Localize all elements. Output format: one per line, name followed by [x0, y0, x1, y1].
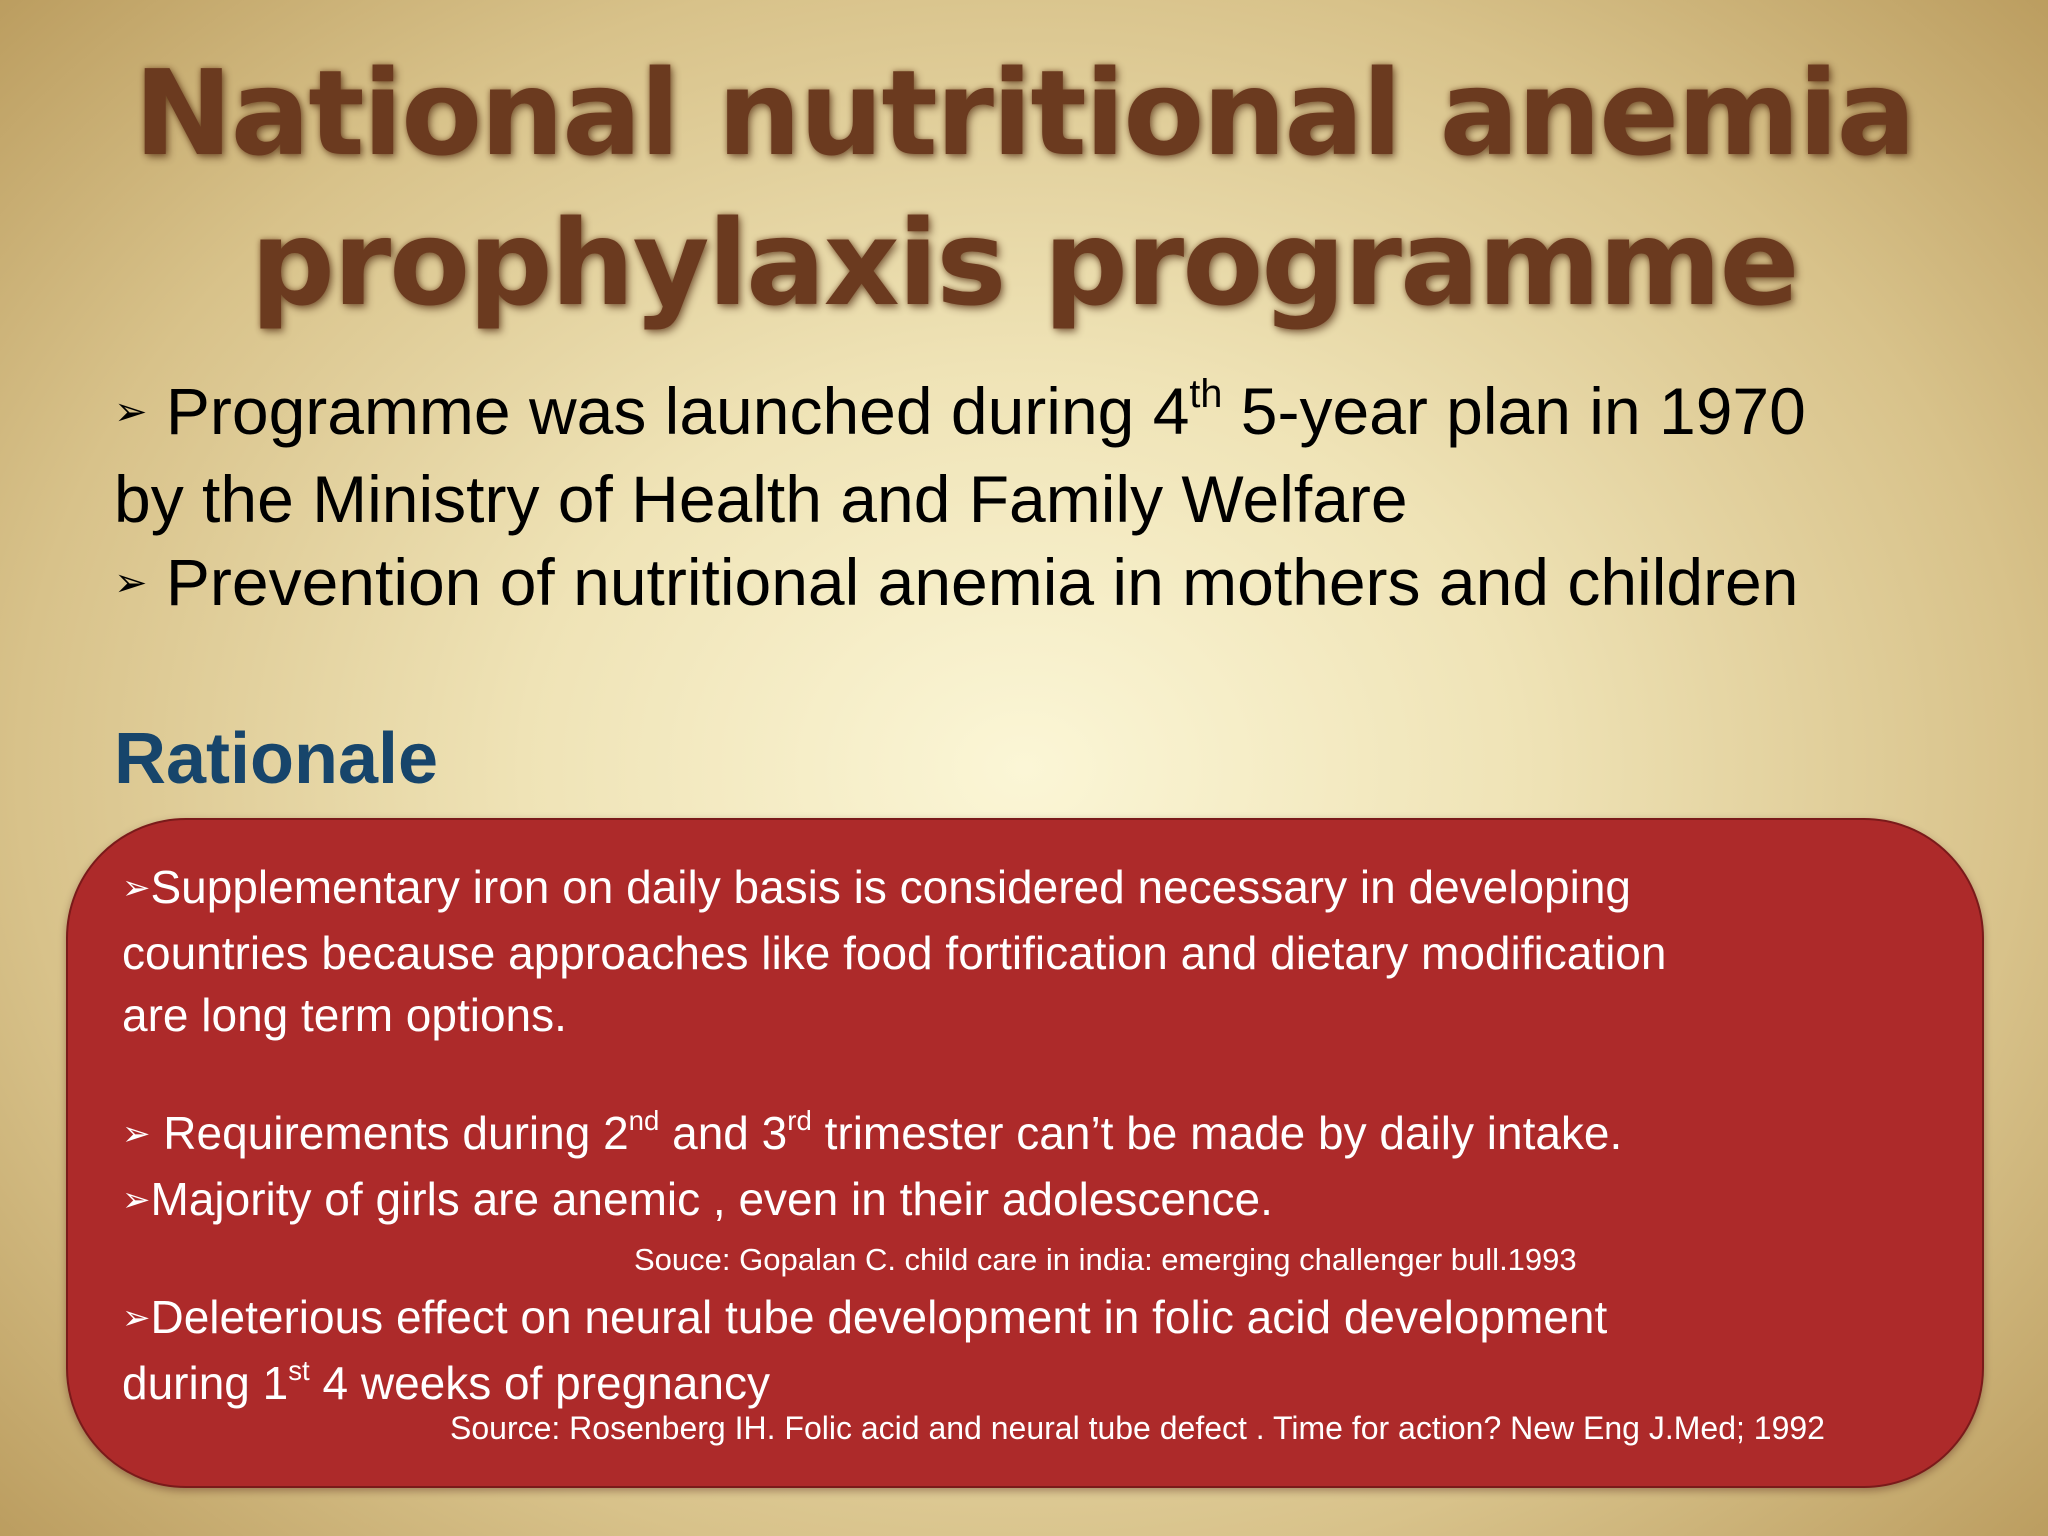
source-citation-2: Source: Rosenberg IH. Folic acid and neural tube defect . Time for action? New Eng J.Med; 1992: [450, 1410, 1825, 1446]
title-line-1: National nutritional anemia: [133, 44, 1915, 182]
arrow-bullet-icon: ➢: [114, 560, 148, 607]
arrow-bullet-icon: ➢: [122, 867, 151, 908]
intro-bullets: [114, 370, 1954, 629]
arrow-bullet-icon: ➢: [122, 1113, 151, 1154]
rationale-heading: Rationale: [114, 719, 439, 799]
intro-item-2: ➢ Prevention of nutritional anemia in mothers and children: [114, 545, 1799, 620]
slide-title: [0, 38, 2048, 338]
rationale-point-3: ➢Majority of girls are anemic , even in their adolescence.: [122, 1172, 1273, 1225]
arrow-bullet-icon: ➢: [114, 389, 148, 436]
arrow-bullet-icon: ➢: [122, 1297, 151, 1338]
intro-item-1-continued: by the Ministry of Health and Family Welfare: [114, 462, 1408, 537]
rationale-points-2-3: [122, 1102, 1922, 1234]
source-citation-1: Souce: Gopalan C. child care in india: emerging challenger bull.1993: [634, 1242, 1577, 1277]
rationale-point-4: ➢Deleterious effect on neural tube development in folic acid development during 1st 4 weeks of pregnancy: [122, 1291, 1608, 1409]
rationale-point-1: ➢Supplementary iron on daily basis is considered necessary in developing countries because approaches like food fortification and dietary modification are long term options.: [122, 861, 1667, 1041]
title-line-2: prophylaxis programme: [250, 194, 1798, 332]
rationale-point-2: ➢ Requirements during 2nd and 3rd trimester can’t be made by daily intake.: [122, 1104, 1623, 1159]
intro-item-1: ➢ Programme was launched during 4th 5-year plan in 1970: [114, 372, 1806, 448]
arrow-bullet-icon: ➢: [122, 1179, 151, 1220]
